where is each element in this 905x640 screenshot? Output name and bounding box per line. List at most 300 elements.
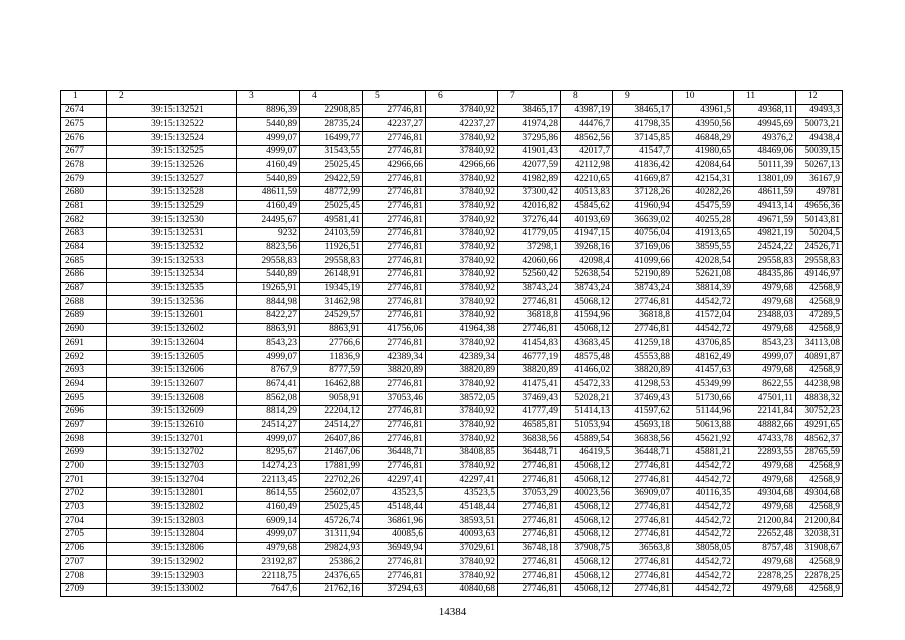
value-cell: 51414,13 bbox=[561, 405, 613, 419]
column-header-7: 7 bbox=[498, 91, 561, 105]
table-row bbox=[61, 446, 843, 460]
cadastral-quarter-cell: 39:15:132536 bbox=[107, 296, 237, 310]
value-cell: 27746,81 bbox=[363, 310, 426, 324]
row-number-cell: 2708 bbox=[61, 570, 107, 584]
value-cell: 8896,39 bbox=[237, 104, 300, 118]
cadastral-quarter-cell: 39:15:132703 bbox=[107, 460, 237, 474]
value-cell: 42389,34 bbox=[363, 351, 426, 365]
value-cell: 22141,84 bbox=[734, 405, 796, 419]
value-cell: 38572,05 bbox=[426, 392, 498, 406]
table-row bbox=[61, 241, 843, 255]
value-cell: 27746,81 bbox=[498, 296, 561, 310]
table-row bbox=[61, 529, 843, 543]
value-cell: 40891,87 bbox=[796, 351, 843, 365]
value-cell: 48838,32 bbox=[796, 392, 843, 406]
value-cell: 27746,81 bbox=[363, 132, 426, 146]
value-cell: 27746,81 bbox=[498, 529, 561, 543]
value-cell: 8863,91 bbox=[237, 323, 300, 337]
cadastral-quarter-cell: 39:15:132535 bbox=[107, 282, 237, 296]
table-row bbox=[61, 145, 843, 159]
table-row bbox=[61, 487, 843, 501]
value-cell: 44476,7 bbox=[561, 118, 613, 132]
value-cell: 29824,93 bbox=[300, 542, 363, 556]
value-cell: 49493,3 bbox=[796, 104, 843, 118]
row-number-cell: 2690 bbox=[61, 323, 107, 337]
table-row bbox=[61, 132, 843, 146]
value-cell: 27746,81 bbox=[363, 241, 426, 255]
cadastral-quarter-cell: 39:15:132702 bbox=[107, 446, 237, 460]
value-cell: 45881,21 bbox=[673, 446, 734, 460]
row-number-cell: 2682 bbox=[61, 214, 107, 228]
row-number-cell: 2679 bbox=[61, 173, 107, 187]
value-cell: 41798,35 bbox=[613, 118, 673, 132]
table-row bbox=[61, 104, 843, 118]
value-cell: 40282,26 bbox=[673, 186, 734, 200]
value-cell: 27746,81 bbox=[363, 104, 426, 118]
value-cell: 39268,16 bbox=[561, 241, 613, 255]
column-header-1: 1 bbox=[61, 91, 107, 105]
value-cell: 27746,81 bbox=[613, 501, 673, 515]
value-cell: 37840,92 bbox=[426, 310, 498, 324]
value-cell: 31311,94 bbox=[300, 529, 363, 543]
value-cell: 41457,63 bbox=[673, 364, 734, 378]
value-cell: 4999,07 bbox=[734, 351, 796, 365]
value-cell: 42017,7 bbox=[561, 145, 613, 159]
value-cell: 42084,64 bbox=[673, 159, 734, 173]
cadastral-quarter-cell: 39:15:132522 bbox=[107, 118, 237, 132]
value-cell: 8614,55 bbox=[237, 487, 300, 501]
table-row bbox=[61, 501, 843, 515]
value-cell: 27746,81 bbox=[613, 529, 673, 543]
value-cell: 23192,87 bbox=[237, 556, 300, 570]
value-cell: 45889,54 bbox=[561, 433, 613, 447]
value-cell: 27746,81 bbox=[363, 282, 426, 296]
value-cell: 49304,68 bbox=[796, 487, 843, 501]
table-row bbox=[61, 227, 843, 241]
value-cell: 38465,17 bbox=[498, 104, 561, 118]
value-cell: 19345,19 bbox=[300, 282, 363, 296]
value-cell: 37295,86 bbox=[498, 132, 561, 146]
cadastral-quarter-cell: 39:15:132524 bbox=[107, 132, 237, 146]
value-cell: 41836,42 bbox=[613, 159, 673, 173]
value-cell: 27746,81 bbox=[363, 405, 426, 419]
value-cell: 37840,92 bbox=[426, 296, 498, 310]
value-cell: 46419,5 bbox=[561, 446, 613, 460]
column-header-10: 10 bbox=[673, 91, 734, 105]
table-row bbox=[61, 378, 843, 392]
value-cell: 50111,39 bbox=[734, 159, 796, 173]
value-cell: 8814,29 bbox=[237, 405, 300, 419]
value-cell: 27746,81 bbox=[613, 583, 673, 597]
table-row bbox=[61, 159, 843, 173]
value-cell: 37053,46 bbox=[363, 392, 426, 406]
value-cell: 36563,8 bbox=[613, 542, 673, 556]
cadastral-quarter-cell: 39:15:132529 bbox=[107, 200, 237, 214]
value-cell: 47433,78 bbox=[734, 433, 796, 447]
value-cell: 27746,81 bbox=[613, 460, 673, 474]
value-cell: 45068,12 bbox=[561, 570, 613, 584]
value-cell: 8622,55 bbox=[734, 378, 796, 392]
cadastral-quarter-cell: 39:15:132609 bbox=[107, 405, 237, 419]
value-cell: 9058,91 bbox=[300, 392, 363, 406]
value-cell: 43523,5 bbox=[363, 487, 426, 501]
value-cell: 43950,56 bbox=[673, 118, 734, 132]
table-row bbox=[61, 556, 843, 570]
value-cell: 42154,31 bbox=[673, 173, 734, 187]
value-cell: 48772,99 bbox=[300, 186, 363, 200]
value-cell: 45621,92 bbox=[673, 433, 734, 447]
value-cell: 8543,23 bbox=[237, 337, 300, 351]
row-number-cell: 2692 bbox=[61, 351, 107, 365]
value-cell: 4160,49 bbox=[237, 200, 300, 214]
value-cell: 29558,83 bbox=[734, 255, 796, 269]
value-cell: 25025,45 bbox=[300, 501, 363, 515]
value-cell: 41901,43 bbox=[498, 145, 561, 159]
value-cell: 37908,75 bbox=[561, 542, 613, 556]
value-cell: 42098,4 bbox=[561, 255, 613, 269]
value-cell: 5440,89 bbox=[237, 118, 300, 132]
value-cell: 45726,74 bbox=[300, 515, 363, 529]
value-cell: 16499,77 bbox=[300, 132, 363, 146]
cadastral-quarter-cell: 39:15:132902 bbox=[107, 556, 237, 570]
value-cell: 45068,12 bbox=[561, 583, 613, 597]
value-cell: 49945,69 bbox=[734, 118, 796, 132]
row-number-cell: 2688 bbox=[61, 296, 107, 310]
value-cell: 46848,29 bbox=[673, 132, 734, 146]
value-cell: 37840,92 bbox=[426, 556, 498, 570]
value-cell: 41259,18 bbox=[613, 337, 673, 351]
value-cell: 24524,22 bbox=[734, 241, 796, 255]
value-cell: 28765,59 bbox=[796, 446, 843, 460]
value-cell: 40085,6 bbox=[363, 529, 426, 543]
value-cell: 4979,68 bbox=[734, 583, 796, 597]
value-cell: 50039,15 bbox=[796, 145, 843, 159]
value-cell: 42966,66 bbox=[426, 159, 498, 173]
value-cell: 22118,75 bbox=[237, 570, 300, 584]
value-cell: 37840,92 bbox=[426, 255, 498, 269]
cadastral-quarter-cell: 39:15:132607 bbox=[107, 378, 237, 392]
cadastral-quarter-cell: 39:15:132530 bbox=[107, 214, 237, 228]
value-cell: 42568,9 bbox=[796, 323, 843, 337]
value-cell: 8562,08 bbox=[237, 392, 300, 406]
value-cell: 44542,72 bbox=[673, 501, 734, 515]
column-header-6: 6 bbox=[426, 91, 498, 105]
table-row bbox=[61, 405, 843, 419]
table-row bbox=[61, 310, 843, 324]
value-cell: 45553,88 bbox=[613, 351, 673, 365]
value-cell: 52621,08 bbox=[673, 268, 734, 282]
row-number-cell: 2705 bbox=[61, 529, 107, 543]
table-row bbox=[61, 323, 843, 337]
row-number-cell: 2696 bbox=[61, 405, 107, 419]
cadastral-quarter-cell: 39:15:132521 bbox=[107, 104, 237, 118]
table-row bbox=[61, 351, 843, 365]
value-cell: 37128,26 bbox=[613, 186, 673, 200]
value-cell: 37840,92 bbox=[426, 378, 498, 392]
value-cell: 27746,81 bbox=[613, 556, 673, 570]
value-cell: 37298,1 bbox=[498, 241, 561, 255]
value-cell: 40513,83 bbox=[561, 186, 613, 200]
value-cell: 21200,84 bbox=[734, 515, 796, 529]
table-row bbox=[61, 364, 843, 378]
value-cell: 42237,27 bbox=[363, 118, 426, 132]
value-cell: 42568,9 bbox=[796, 296, 843, 310]
row-number-cell: 2676 bbox=[61, 132, 107, 146]
row-number-cell: 2681 bbox=[61, 200, 107, 214]
cadastral-quarter-cell: 39:15:132903 bbox=[107, 570, 237, 584]
value-cell: 49671,59 bbox=[734, 214, 796, 228]
cadastral-quarter-cell: 39:15:132803 bbox=[107, 515, 237, 529]
table-row bbox=[61, 186, 843, 200]
value-cell: 14274,23 bbox=[237, 460, 300, 474]
row-number-cell: 2683 bbox=[61, 227, 107, 241]
value-cell: 43523,5 bbox=[426, 487, 498, 501]
value-cell: 8422,27 bbox=[237, 310, 300, 324]
value-cell: 27746,81 bbox=[363, 460, 426, 474]
value-cell: 27746,81 bbox=[363, 200, 426, 214]
value-cell: 42077,59 bbox=[498, 159, 561, 173]
value-cell: 45068,12 bbox=[561, 474, 613, 488]
value-cell: 42016,82 bbox=[498, 200, 561, 214]
value-cell: 37469,43 bbox=[498, 392, 561, 406]
value-cell: 27746,81 bbox=[613, 515, 673, 529]
value-cell: 36838,56 bbox=[498, 433, 561, 447]
value-cell: 4979,68 bbox=[734, 556, 796, 570]
value-cell: 50267,13 bbox=[796, 159, 843, 173]
value-cell: 4979,68 bbox=[734, 323, 796, 337]
value-cell: 8757,48 bbox=[734, 542, 796, 556]
cadastral-quarter-cell: 39:15:132526 bbox=[107, 159, 237, 173]
value-cell: 40023,56 bbox=[561, 487, 613, 501]
column-header-11: 11 bbox=[734, 91, 796, 105]
cadastral-quarter-cell: 39:15:132531 bbox=[107, 227, 237, 241]
row-number-cell: 2675 bbox=[61, 118, 107, 132]
value-cell: 50143,81 bbox=[796, 214, 843, 228]
value-cell: 22908,85 bbox=[300, 104, 363, 118]
cadastral-quarter-cell: 39:15:133002 bbox=[107, 583, 237, 597]
value-cell: 27746,81 bbox=[363, 433, 426, 447]
row-number-cell: 2698 bbox=[61, 433, 107, 447]
value-cell: 41669,87 bbox=[613, 173, 673, 187]
value-cell: 4160,49 bbox=[237, 159, 300, 173]
value-cell: 36818,8 bbox=[498, 310, 561, 324]
value-cell: 5440,89 bbox=[237, 173, 300, 187]
value-cell: 24103,59 bbox=[300, 227, 363, 241]
value-cell: 4979,68 bbox=[734, 282, 796, 296]
value-cell: 37469,43 bbox=[613, 392, 673, 406]
value-cell: 41756,06 bbox=[363, 323, 426, 337]
page-number: 14384 bbox=[438, 606, 467, 618]
value-cell: 44542,72 bbox=[673, 529, 734, 543]
row-number-cell: 2702 bbox=[61, 487, 107, 501]
value-cell: 44542,72 bbox=[673, 515, 734, 529]
cadastral-quarter-cell: 39:15:132801 bbox=[107, 487, 237, 501]
value-cell: 27746,81 bbox=[498, 474, 561, 488]
value-cell: 49376,2 bbox=[734, 132, 796, 146]
value-cell: 31543,55 bbox=[300, 145, 363, 159]
value-cell: 34113,08 bbox=[796, 337, 843, 351]
value-cell: 42028,54 bbox=[673, 255, 734, 269]
row-number-cell: 2678 bbox=[61, 159, 107, 173]
value-cell: 27746,81 bbox=[363, 556, 426, 570]
table-row bbox=[61, 268, 843, 282]
value-cell: 37145,85 bbox=[613, 132, 673, 146]
value-cell: 8844,98 bbox=[237, 296, 300, 310]
value-cell: 48575,48 bbox=[561, 351, 613, 365]
cadastral-quarter-cell: 39:15:132602 bbox=[107, 323, 237, 337]
cadastral-quarter-cell: 39:15:132701 bbox=[107, 433, 237, 447]
value-cell: 4979,68 bbox=[734, 474, 796, 488]
table-row bbox=[61, 583, 843, 597]
value-cell: 32038,31 bbox=[796, 529, 843, 543]
value-cell: 47289,5 bbox=[796, 310, 843, 324]
value-cell: 49781 bbox=[796, 186, 843, 200]
cadastral-value-table bbox=[60, 90, 843, 597]
value-cell: 5440,89 bbox=[237, 268, 300, 282]
value-cell: 45148,44 bbox=[426, 501, 498, 515]
value-cell: 50613,88 bbox=[673, 419, 734, 433]
value-cell: 37300,42 bbox=[498, 186, 561, 200]
value-cell: 27746,81 bbox=[363, 255, 426, 269]
value-cell: 45068,12 bbox=[561, 501, 613, 515]
table-row bbox=[61, 296, 843, 310]
value-cell: 42568,9 bbox=[796, 501, 843, 515]
value-cell: 31462,98 bbox=[300, 296, 363, 310]
value-cell: 37029,61 bbox=[426, 542, 498, 556]
value-cell: 45068,12 bbox=[561, 323, 613, 337]
value-cell: 29558,83 bbox=[796, 255, 843, 269]
value-cell: 27746,81 bbox=[363, 378, 426, 392]
value-cell: 43683,45 bbox=[561, 337, 613, 351]
value-cell: 38820,89 bbox=[613, 364, 673, 378]
cadastral-quarter-cell: 39:15:132527 bbox=[107, 173, 237, 187]
value-cell: 45068,12 bbox=[561, 296, 613, 310]
value-cell: 27746,81 bbox=[363, 145, 426, 159]
cadastral-quarter-cell: 39:15:132601 bbox=[107, 310, 237, 324]
value-cell: 48882,66 bbox=[734, 419, 796, 433]
value-cell: 45068,12 bbox=[561, 460, 613, 474]
column-header-9: 9 bbox=[613, 91, 673, 105]
value-cell: 49304,68 bbox=[734, 487, 796, 501]
value-cell: 49581,41 bbox=[300, 214, 363, 228]
value-cell: 48611,59 bbox=[237, 186, 300, 200]
value-cell: 38814,39 bbox=[673, 282, 734, 296]
value-cell: 8295,67 bbox=[237, 446, 300, 460]
cadastral-quarter-cell: 39:15:132532 bbox=[107, 241, 237, 255]
value-cell: 38743,24 bbox=[561, 282, 613, 296]
value-cell: 41597,62 bbox=[613, 405, 673, 419]
value-cell: 27746,81 bbox=[363, 214, 426, 228]
value-cell: 48611,59 bbox=[734, 186, 796, 200]
value-cell: 24376,65 bbox=[300, 570, 363, 584]
value-cell: 37840,92 bbox=[426, 214, 498, 228]
value-cell: 13801,09 bbox=[734, 173, 796, 187]
row-number-cell: 2706 bbox=[61, 542, 107, 556]
value-cell: 44542,72 bbox=[673, 474, 734, 488]
value-cell: 27746,81 bbox=[613, 323, 673, 337]
value-cell: 41913,65 bbox=[673, 227, 734, 241]
value-cell: 42297,41 bbox=[363, 474, 426, 488]
value-cell: 38743,24 bbox=[613, 282, 673, 296]
value-cell: 38743,24 bbox=[498, 282, 561, 296]
value-cell: 45845,62 bbox=[561, 200, 613, 214]
value-cell: 16462,88 bbox=[300, 378, 363, 392]
value-cell: 27746,81 bbox=[613, 474, 673, 488]
value-cell: 37840,92 bbox=[426, 241, 498, 255]
value-cell: 38593,51 bbox=[426, 515, 498, 529]
value-cell: 40255,28 bbox=[673, 214, 734, 228]
value-cell: 27746,81 bbox=[363, 296, 426, 310]
row-number-cell: 2677 bbox=[61, 145, 107, 159]
value-cell: 48469,06 bbox=[734, 145, 796, 159]
value-cell: 28735,24 bbox=[300, 118, 363, 132]
value-cell: 44542,72 bbox=[673, 460, 734, 474]
column-header-12: 12 bbox=[796, 91, 843, 105]
value-cell: 37840,92 bbox=[426, 145, 498, 159]
value-cell: 37840,92 bbox=[426, 268, 498, 282]
value-cell: 38595,55 bbox=[673, 241, 734, 255]
value-cell: 8543,23 bbox=[734, 337, 796, 351]
cadastral-quarter-cell: 39:15:132802 bbox=[107, 501, 237, 515]
value-cell: 49368,11 bbox=[734, 104, 796, 118]
value-cell: 24529,57 bbox=[300, 310, 363, 324]
row-number-cell: 2686 bbox=[61, 268, 107, 282]
value-cell: 24526,71 bbox=[796, 241, 843, 255]
value-cell: 41547,7 bbox=[613, 145, 673, 159]
value-cell: 19265,91 bbox=[237, 282, 300, 296]
table-row bbox=[61, 419, 843, 433]
row-number-cell: 2691 bbox=[61, 337, 107, 351]
value-cell: 37840,92 bbox=[426, 570, 498, 584]
value-cell: 42060,66 bbox=[498, 255, 561, 269]
value-cell: 8863,91 bbox=[300, 323, 363, 337]
value-cell: 45349,99 bbox=[673, 378, 734, 392]
value-cell: 25386,2 bbox=[300, 556, 363, 570]
value-cell: 37840,92 bbox=[426, 460, 498, 474]
value-cell: 24514,27 bbox=[237, 419, 300, 433]
value-cell: 36748,18 bbox=[498, 542, 561, 556]
value-cell: 27746,81 bbox=[613, 296, 673, 310]
value-cell: 27746,81 bbox=[613, 570, 673, 584]
value-cell: 41960,94 bbox=[613, 200, 673, 214]
value-cell: 26407,86 bbox=[300, 433, 363, 447]
value-cell: 27746,81 bbox=[363, 186, 426, 200]
value-cell: 45068,12 bbox=[561, 556, 613, 570]
value-cell: 22204,12 bbox=[300, 405, 363, 419]
value-cell: 31908,67 bbox=[796, 542, 843, 556]
value-cell: 37840,92 bbox=[426, 227, 498, 241]
value-cell: 41777,49 bbox=[498, 405, 561, 419]
value-cell: 46777,19 bbox=[498, 351, 561, 365]
value-cell: 22878,25 bbox=[796, 570, 843, 584]
value-cell: 9232 bbox=[237, 227, 300, 241]
value-cell: 41572,04 bbox=[673, 310, 734, 324]
value-cell: 21200,84 bbox=[796, 515, 843, 529]
value-cell: 8823,56 bbox=[237, 241, 300, 255]
value-cell: 27746,81 bbox=[363, 337, 426, 351]
table-row bbox=[61, 392, 843, 406]
value-cell: 42389,34 bbox=[426, 351, 498, 365]
value-cell: 37840,92 bbox=[426, 173, 498, 187]
value-cell: 29422,59 bbox=[300, 173, 363, 187]
value-cell: 52190,89 bbox=[613, 268, 673, 282]
value-cell: 4999,07 bbox=[237, 132, 300, 146]
value-cell: 42568,9 bbox=[796, 364, 843, 378]
value-cell: 4979,68 bbox=[734, 460, 796, 474]
value-cell: 52028,21 bbox=[561, 392, 613, 406]
value-cell: 45693,18 bbox=[613, 419, 673, 433]
value-cell: 37294,63 bbox=[363, 583, 426, 597]
